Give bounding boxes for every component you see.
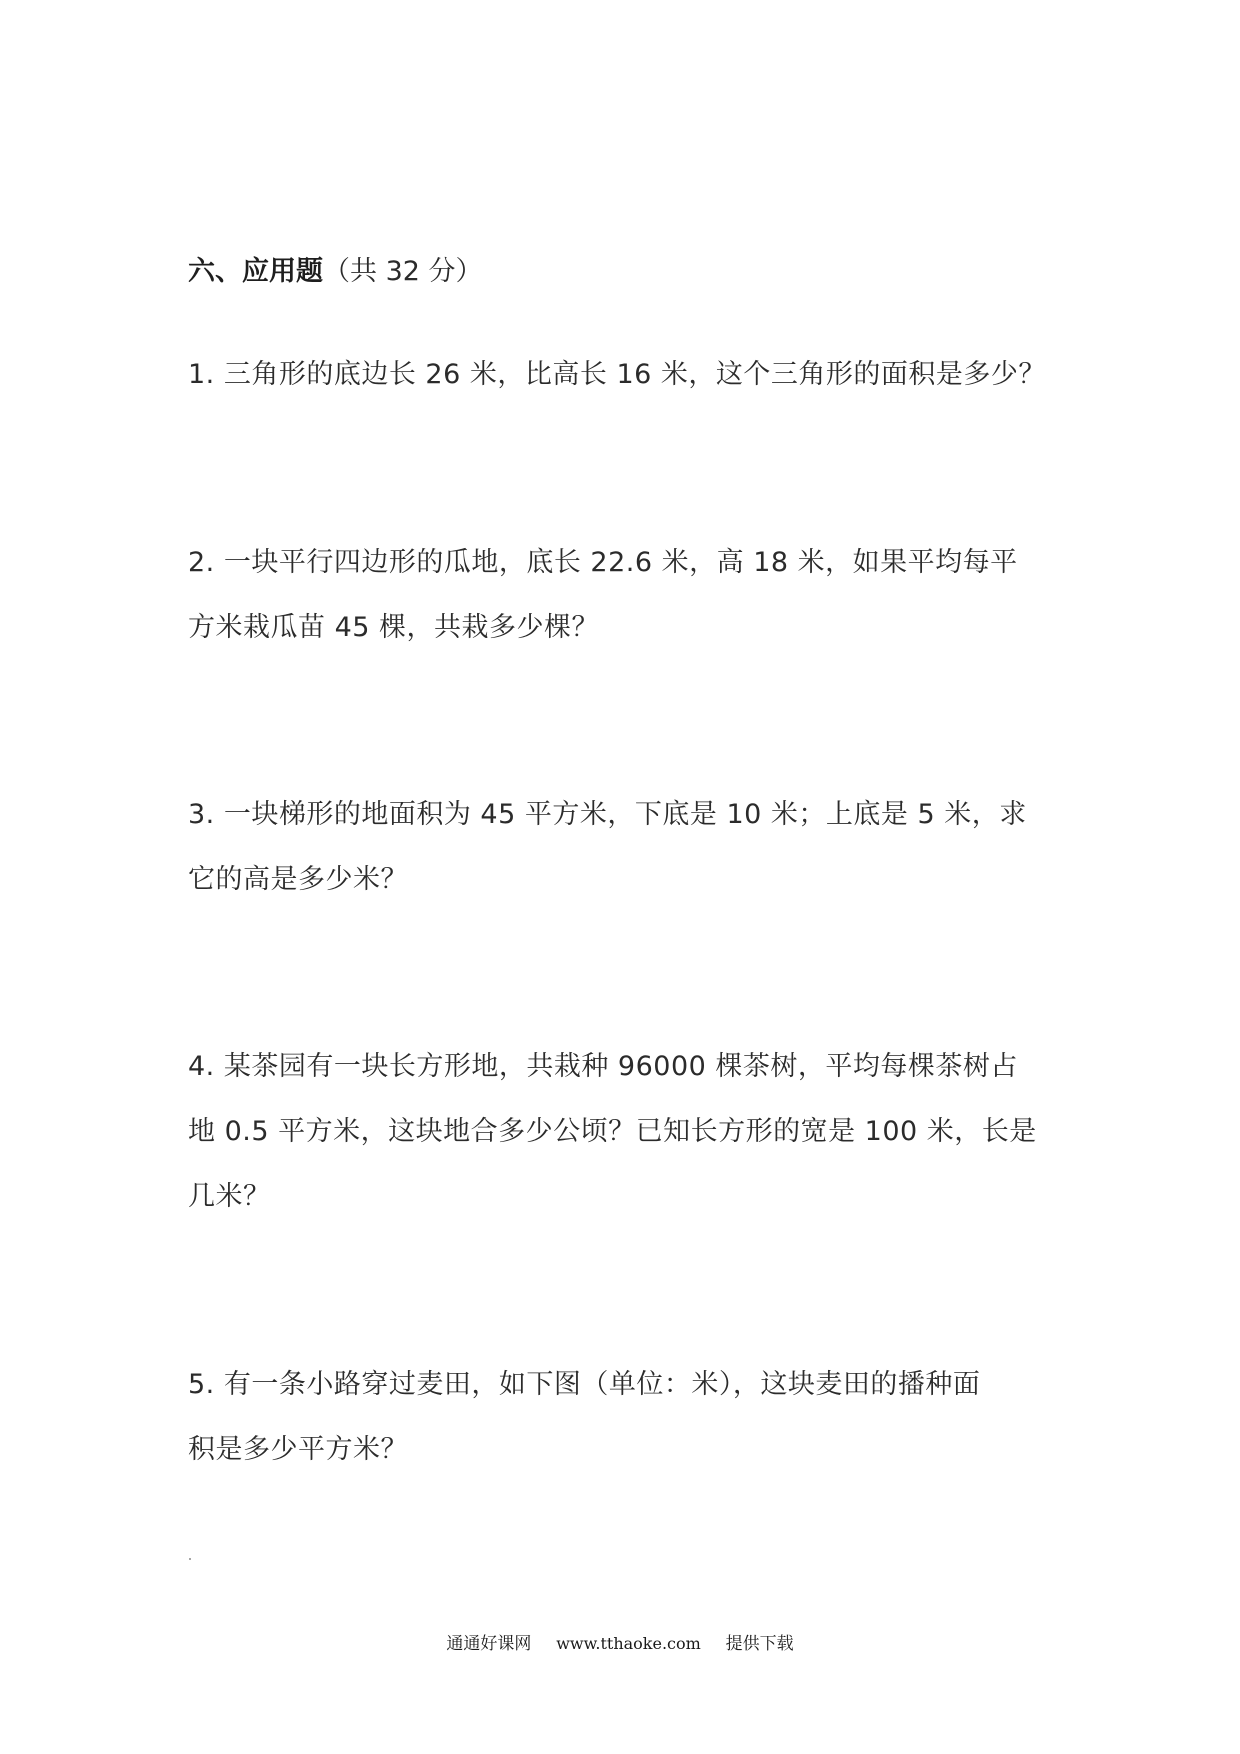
scan-speck bbox=[189, 1558, 191, 1560]
question-2 bbox=[188, 530, 1058, 660]
question-line: 3. 一块梯形的地面积为 45 平方米，下底是 10 米；上底是 5 米，求 bbox=[188, 799, 1027, 830]
question-line: 方米栽瓜苗 45 棵，共栽多少棵？ bbox=[188, 612, 600, 643]
question-line: 它的高是多少米？ bbox=[188, 864, 408, 895]
question-line: 几米？ bbox=[188, 1181, 271, 1212]
section-title bbox=[188, 252, 483, 292]
question-4 bbox=[188, 1034, 1058, 1229]
footer-note: 提供下载 bbox=[725, 1634, 794, 1654]
question-line: 5. 有一条小路穿过麦田，如下图（单位：米），这块麦田的播种面 bbox=[188, 1369, 981, 1400]
question-line: 积是多少平方米？ bbox=[188, 1434, 408, 1465]
question-1 bbox=[188, 342, 1058, 407]
section-points: （共 32 分） bbox=[323, 256, 483, 287]
question-3 bbox=[188, 782, 1058, 912]
question-line: 1. 三角形的底边长 26 米，比高长 16 米，这个三角形的面积是多少？ bbox=[188, 359, 1046, 390]
footer-site-link[interactable]: www.tthaoke.com bbox=[556, 1634, 701, 1653]
question-5 bbox=[188, 1352, 1058, 1482]
footer-brand: 通通好课网 bbox=[446, 1634, 532, 1654]
question-line: 2. 一块平行四边形的瓜地，底长 22.6 米，高 18 米，如果平均每平 bbox=[188, 547, 1018, 578]
question-line: 4. 某茶园有一块长方形地，共栽种 96000 棵茶树，平均每棵茶树占 bbox=[188, 1051, 1018, 1082]
footer bbox=[0, 1632, 1240, 1656]
section-heading: 六、应用题 bbox=[188, 256, 323, 287]
question-line: 地 0.5 平方米，这块地合多少公顷？已知长方形的宽是 100 米，长是 bbox=[188, 1116, 1037, 1147]
